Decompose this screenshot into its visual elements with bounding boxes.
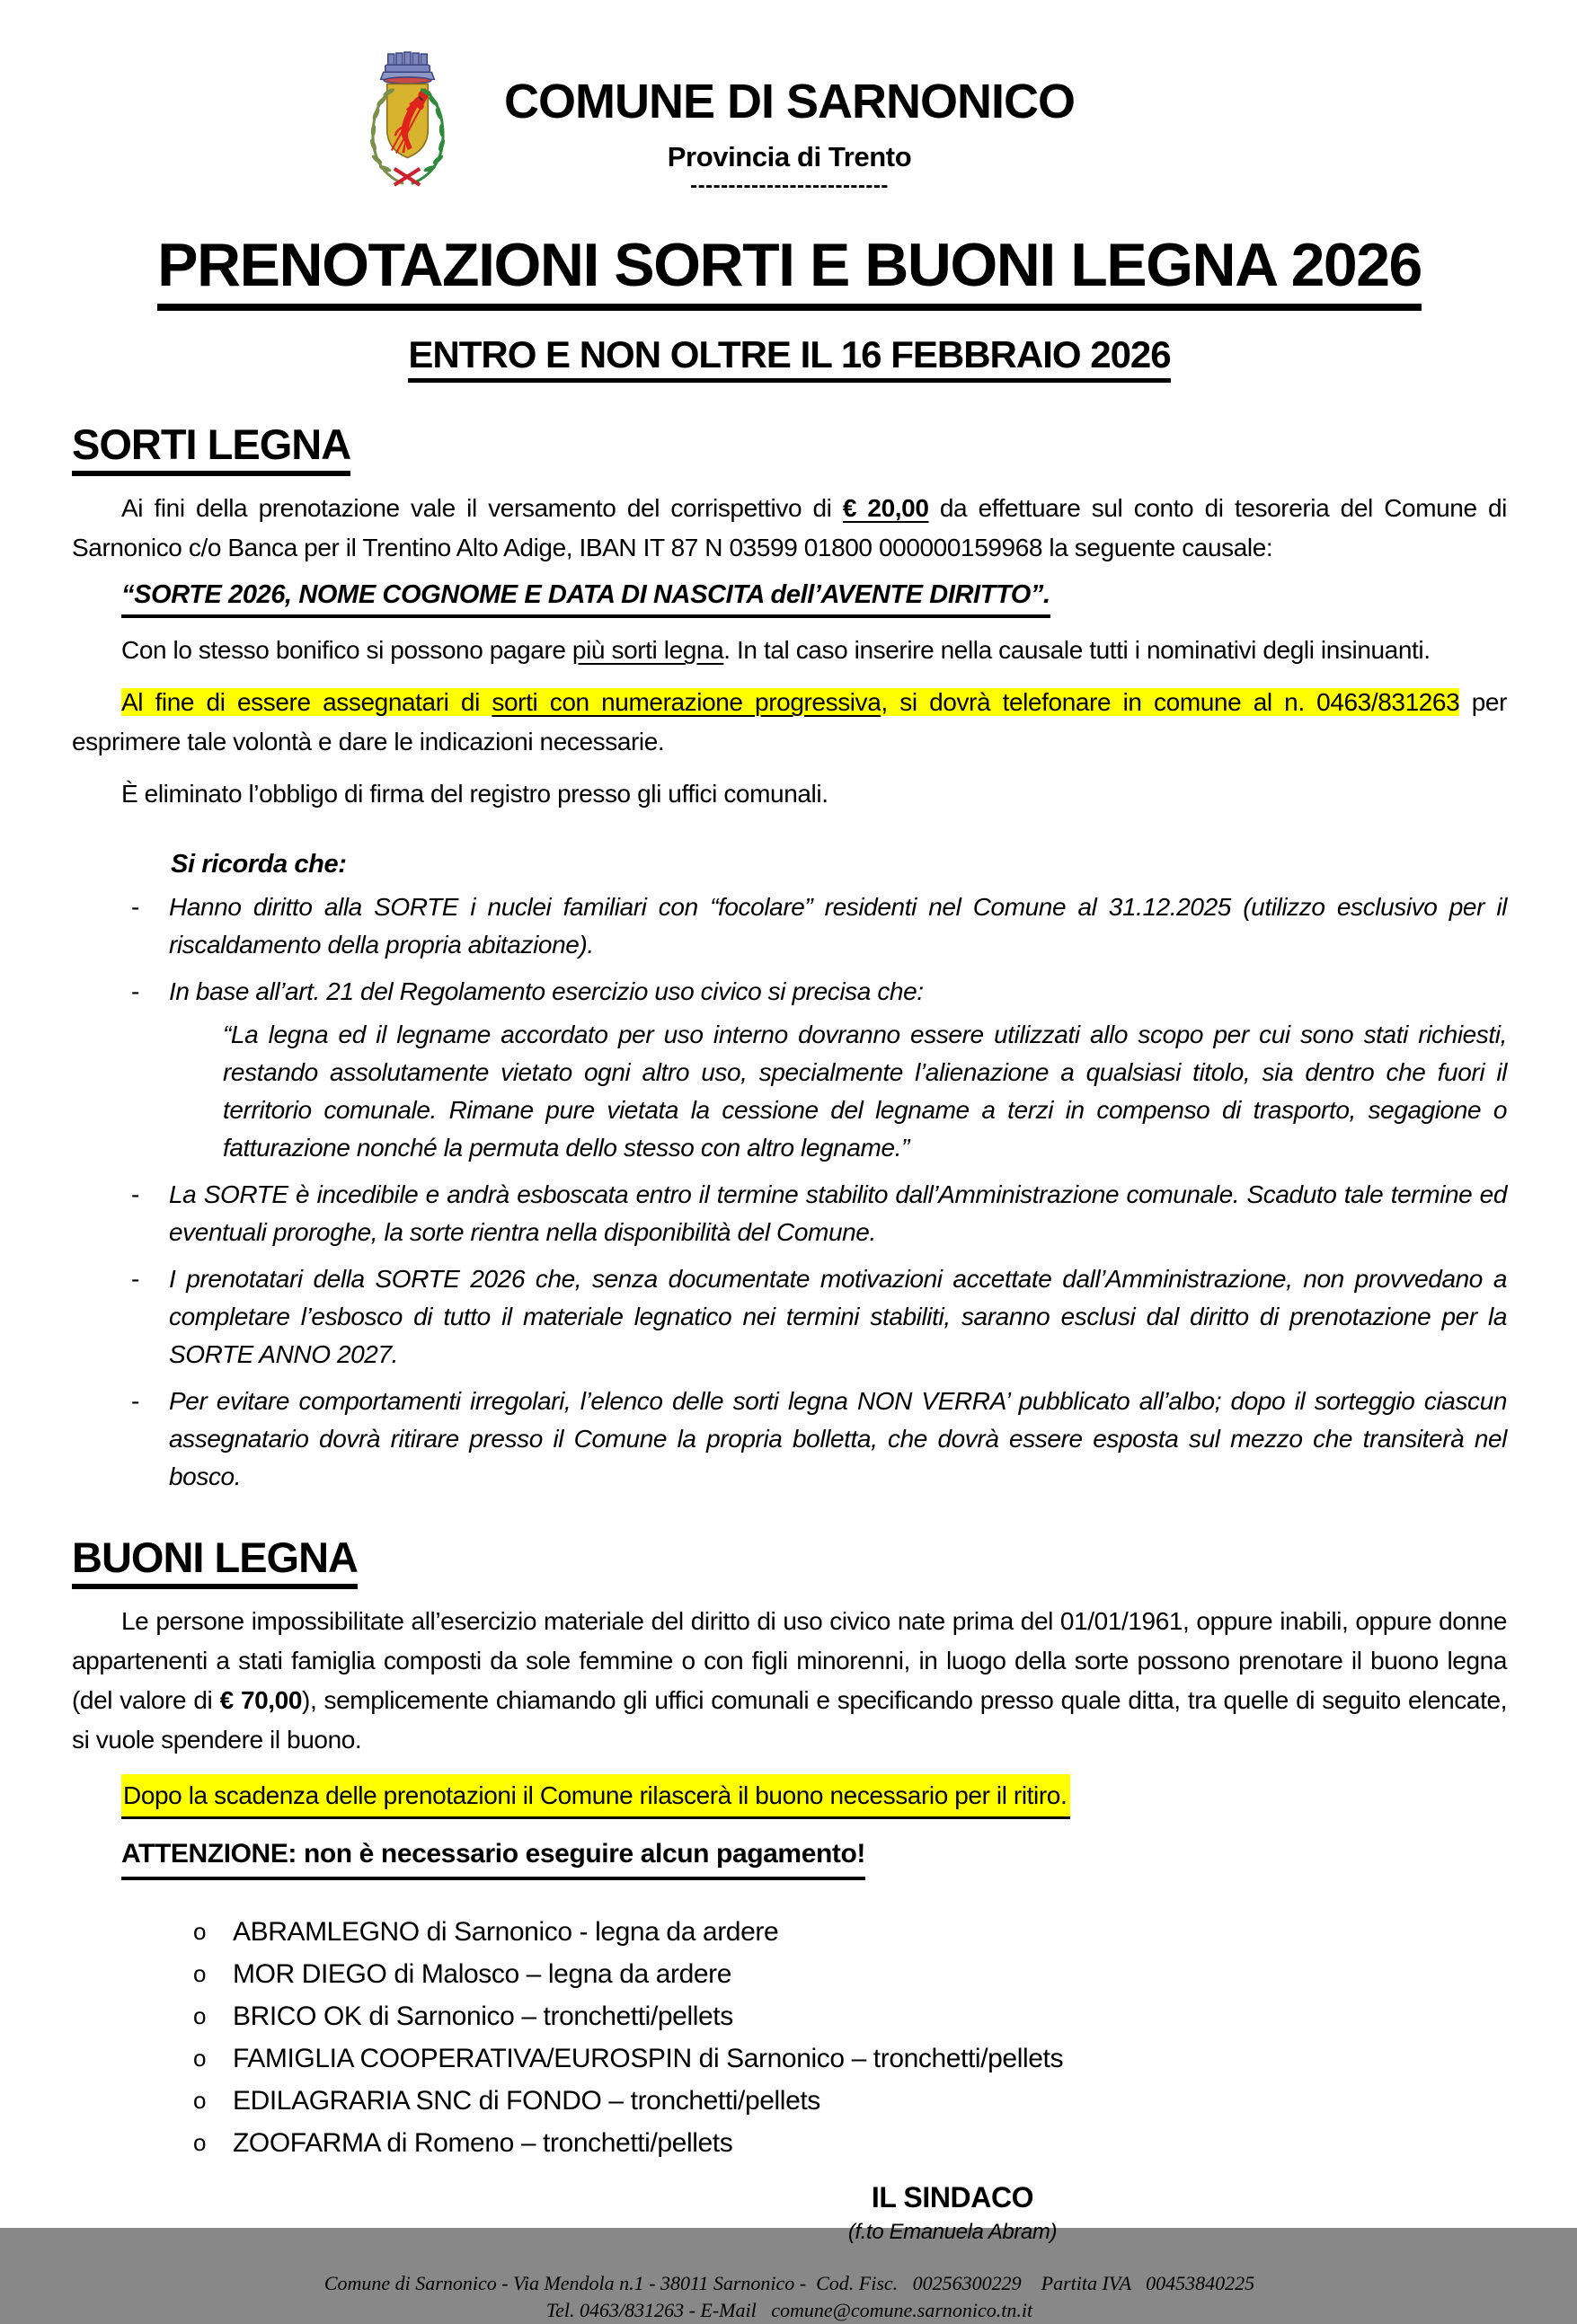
title-block: [72, 232, 1507, 311]
crest-crown: [381, 52, 435, 84]
dash-bullet: -: [131, 893, 139, 921]
highlighted-underlined-run: sorti con numerazione progressiva: [492, 688, 882, 716]
header-text-block: [72, 45, 1507, 198]
footer-contact-line: Tel. 0463/831263 - E-Mail comune@comune.sarnonico.tn.it: [545, 2299, 1033, 2321]
vendor-text: ZOOFARMA di Romeno – tronchetti/pellets: [233, 2128, 733, 2158]
section-heading-sorti-legna: [72, 422, 1507, 476]
text-run: ), semplicemente chiamando gli uffici comunali e specificando presso quale ditta, tra quelle di seguito elencate, si vuole spendere il buono.: [72, 1686, 1507, 1754]
list-item: [193, 2080, 1507, 2122]
list-item: [193, 1911, 1507, 1953]
list-item: [193, 2037, 1507, 2080]
circle-bullet: o: [193, 2045, 207, 2072]
amount-20-euro: € 20,00: [842, 494, 929, 522]
paragraph-telefono: [72, 683, 1507, 762]
list-item-text: La SORTE è incedibile e andrà esboscata entro il termine stabilito dall’Amministrazione comunale. Scaduto tale termine ed eventuali proroghe, la sorte rientra nella disponibilità del Comune.: [169, 1180, 1507, 1246]
list-item: [193, 2122, 1507, 2164]
highlighted-run: Al fine di essere assegnatari di: [121, 688, 492, 716]
list-item-text: Hanno diritto alla SORTE i nuclei familiari con “focolare” residenti nel Comune al 31.12.2025 (utilizzo esclusivo per il riscaldamento della propria abitazione).: [169, 893, 1507, 959]
reminder-list: [126, 888, 1507, 1496]
dash-bullet: -: [131, 1180, 139, 1208]
crest-ribbon: [394, 169, 420, 185]
paragraph-firma: [72, 774, 1507, 814]
deadline-text: ENTRO E NON OLTRE IL 16 FEBBRAIO 2026: [408, 334, 1170, 383]
text-run: . In tal caso inserire nella causale tutti i nominativi degli insinuanti.: [723, 636, 1431, 664]
signature-block: [764, 2180, 1141, 2247]
list-item: [126, 1260, 1507, 1374]
list-item: [126, 1176, 1507, 1251]
crest-shield: [387, 84, 430, 157]
text-run: Le persone impossibilitate all’esercizio materiale del diritto di uso civico nate prima del 01/01/1961, oppure inabili, oppure donne appartenenti a stati famiglia composti da sole femmine o con figli minorenni, in luogo della sorte possono prenotare il buono legna (del valore di: [72, 1607, 1507, 1714]
regolamento-quote: “La legna ed il legname accordato per uso interno dovranno essere utilizzati allo scopo per cui sono stati richiesti, restando assolutamente vietato ogni altro uso, specialmente l’alienazione a qualsiasi titolo, sia dentro che fuori il territorio comunale. Rimane pure vietata la cessione del legname a terzi in compenso di trasporto, segagione o fatturazione nonché la permuta dello stesso con altro legname.”: [223, 1021, 1507, 1162]
causale-line: [121, 577, 1507, 618]
vendor-text: EDILAGRARIA SNC di FONDO – tronchetti/pellets: [233, 2086, 820, 2116]
dash-bullet: -: [131, 1387, 139, 1415]
reminder-heading: Si ricorda che:: [171, 850, 347, 879]
circle-bullet: o: [193, 2002, 207, 2029]
attention-line: [121, 1834, 1507, 1880]
vendor-text: MOR DIEGO di Malosco – legna da ardere: [233, 1959, 732, 1989]
highlighted-underlined-text: Dopo la scadenza delle prenotazioni il Comune rilascerà il buono necessario per il ritiro.: [121, 1774, 1070, 1819]
page-title: PRENOTAZIONI SORTI E BUONI LEGNA 2026: [157, 232, 1422, 311]
vendor-text: FAMIGLIA COOPERATIVA/EUROSPIN di Sarnonico – tronchetti/pellets: [233, 2044, 1064, 2073]
list-item: [126, 1383, 1507, 1496]
causale-text: “SORTE 2026, NOME COGNOME E DATA DI NASCITA dell’AVENTE DIRITTO”.: [121, 577, 1050, 618]
text-run: per esprimere tale volontà e dare le indicazioni necessarie.: [72, 688, 1508, 756]
paragraph-bonifico: [72, 631, 1507, 670]
list-item: [193, 1953, 1507, 1995]
province-name: Provincia di Trento: [667, 141, 912, 172]
municipal-coat-of-arms-icon: [352, 50, 462, 187]
section-heading-text: BUONI LEGNA: [72, 1535, 358, 1589]
vendor-text: BRICO OK di Sarnonico – tronchetti/pellets: [233, 2001, 733, 2031]
text-run: da effettuare sul conto di tesoreria del Comune di Sarnonico c/o Banca per il Trentino Alto Adige, IBAN IT 87 N 03599 01800 000000159968 la seguente causale:: [72, 494, 1508, 561]
text-run: È eliminato l’obbligo di firma del registro presso gli uffici comunali.: [121, 780, 828, 808]
underlined-piu-sorti-legna: più sorti legna: [571, 636, 724, 664]
vendor-list: [193, 1911, 1507, 2164]
header-divider: --------------------------: [690, 173, 889, 198]
circle-bullet: o: [193, 2129, 207, 2156]
list-item: [126, 973, 1507, 1011]
list-item-text: I prenotatari della SORTE 2026 che, senza documentate motivazioni accettate dall’Amministrazione, non provvedano a completare l’esbosco di tutto il materiale legnatico nei termini stabiliti, saranno esclusi dal diritto di prenotazione per la SORTE ANNO 2027.: [169, 1265, 1507, 1368]
highlighted-phone-run: , si dovrà telefonare in comune al n. 0463/831263: [881, 688, 1460, 716]
footer-address-line: Comune di Sarnonico - Via Mendola n.1 - 38011 Sarnonico - Cod. Fisc. 00256300229 Partita IVA 00453840225: [323, 2272, 1255, 2294]
document-footer: [72, 2270, 1507, 2324]
municipality-name: COMUNE DI SARNONICO: [503, 75, 1075, 128]
circle-bullet: o: [193, 1960, 207, 1987]
paragraph-versamento: [72, 489, 1507, 568]
attention-text: ATTENZIONE: non è necessario eseguire alcun pagamento!: [121, 1834, 865, 1880]
amount-70-euro: € 70,00: [219, 1686, 303, 1714]
dash-bullet: -: [131, 1265, 139, 1293]
list-item: [126, 888, 1507, 964]
dash-bullet: -: [131, 977, 139, 1005]
signature-role: IL SINDACO: [871, 2181, 1034, 2214]
document-header: [72, 45, 1507, 216]
deadline-block: [72, 334, 1507, 383]
list-item: [193, 1995, 1507, 2037]
circle-bullet: o: [193, 1918, 207, 1945]
section-heading-buoni-legna: [72, 1535, 1507, 1589]
paragraph-buono-intro: [72, 1602, 1507, 1760]
signature-name: (f.to Emanuela Abram): [847, 2220, 1058, 2244]
text-run: Con lo stesso bonifico si possono pagare: [121, 636, 572, 664]
circle-bullet: o: [193, 2087, 207, 2114]
list-item-text: Per evitare comportamenti irregolari, l’elenco delle sorti legna NON VERRA’ pubblicato all’albo; dopo il sorteggio ciascun assegnatario dovrà ritirare presso il Comune la propria bolletta, che dovrà essere esposta sul mezzo che transiterà nel bosco.: [169, 1387, 1507, 1490]
vendor-text: ABRAMLEGNO di Sarnonico - legna da ardere: [233, 1917, 779, 1947]
text-run: Ai fini della prenotazione vale il versamento del corrispettivo di: [121, 494, 843, 522]
section-heading-text: SORTI LEGNA: [72, 422, 350, 476]
list-item-text: In base all’art. 21 del Regolamento esercizio uso civico si precisa che:: [169, 977, 924, 1005]
highlighted-ritiro-line: [121, 1774, 1507, 1819]
